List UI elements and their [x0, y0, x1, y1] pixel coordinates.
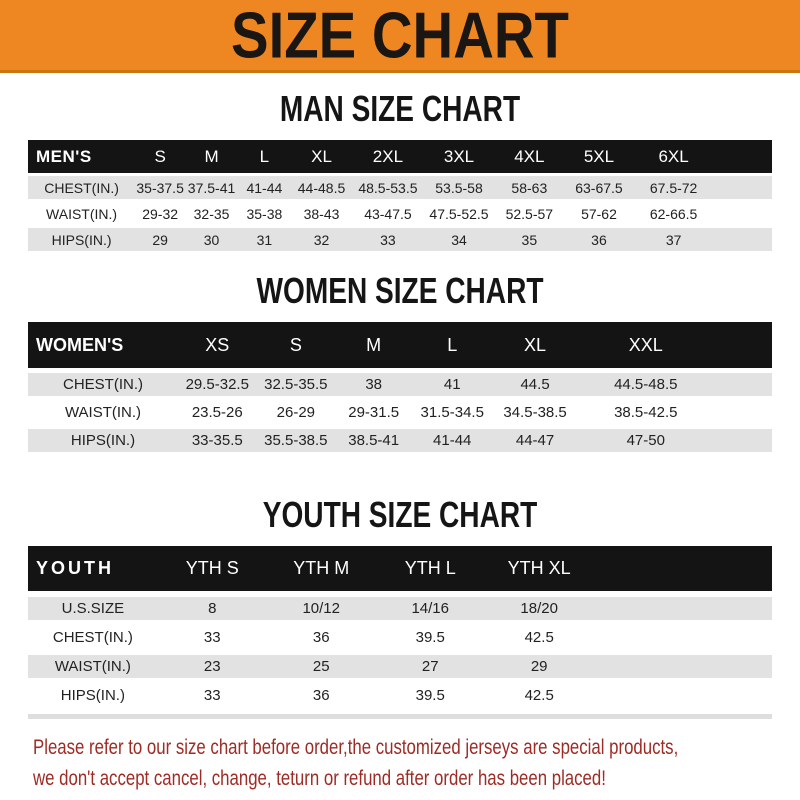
mens-col-header: L	[259, 146, 270, 166]
mens-col-header: S	[154, 146, 166, 166]
banner-title: SIZE CHART	[231, 0, 569, 72]
note-line-2: we don't accept cancel, change, teturn or refund after order has been placed!	[33, 767, 606, 790]
womens-col-header: L	[447, 334, 458, 355]
size-value: 18/20	[520, 600, 558, 617]
women-section-heading	[0, 270, 800, 311]
womens-waist-row	[28, 401, 772, 424]
mens-col-header: 2XL	[372, 146, 404, 166]
womens-hips-row	[28, 429, 772, 452]
size-value: 42.5	[524, 687, 554, 704]
man-size-chart-section	[0, 88, 800, 251]
size-value: 34	[451, 231, 467, 248]
mens-size-table	[28, 140, 772, 251]
womens-table-label: WOMEN'S	[36, 334, 124, 355]
size-value: 10/12	[302, 600, 340, 617]
size-value: 44-48.5	[297, 179, 346, 196]
size-value: 39.5	[415, 687, 445, 704]
row-label: HIPS(IN.)	[60, 687, 125, 704]
size-value: 26-29	[276, 404, 316, 421]
size-value: 44.5	[520, 376, 550, 393]
womens-col-header: XL	[524, 334, 547, 355]
size-chart-banner	[0, 0, 800, 73]
youth-col-header: YTH S	[185, 558, 239, 578]
mens-col-header: 5XL	[583, 146, 615, 166]
size-value: 33	[380, 231, 396, 248]
women-size-chart-section	[0, 270, 800, 452]
size-value: 38.5-41	[348, 432, 400, 449]
size-value: 27	[421, 658, 439, 675]
size-value: 29.5-32.5	[185, 376, 249, 393]
women-section-heading-text: WOMEN SIZE CHART	[256, 270, 544, 311]
mens-table-label: MEN'S	[36, 146, 92, 166]
youth-size-chart-section	[0, 494, 800, 719]
youth-chest-row	[28, 626, 772, 649]
youth-section-heading	[0, 494, 800, 535]
mens-chest-row	[28, 176, 772, 199]
size-value: 63-67.5	[575, 179, 623, 196]
row-label: WAIST(IN.)	[46, 205, 118, 222]
womens-chest-row	[28, 373, 772, 396]
mens-hips-row	[28, 228, 772, 251]
womens-col-header: XS	[205, 334, 230, 355]
size-value: 37	[665, 231, 682, 248]
size-value: 36	[312, 629, 330, 646]
womens-col-header: S	[289, 334, 302, 355]
mens-col-header: 4XL	[514, 146, 545, 166]
man-section-heading-text: MAN SIZE CHART	[279, 88, 521, 129]
size-value: 47.5-52.5	[429, 205, 489, 222]
youth-waist-row	[28, 655, 772, 678]
size-value: 62-66.5	[649, 205, 698, 222]
youth-col-header: YTH L	[404, 558, 456, 578]
youth-hips-row	[28, 684, 772, 707]
youth-col-header: YTH XL	[507, 558, 571, 578]
row-label: CHEST(IN.)	[52, 629, 133, 646]
youth-section-heading-text: YOUTH SIZE CHART	[262, 494, 538, 535]
youth-table-header-row	[28, 546, 772, 591]
size-value: 39.5	[415, 629, 445, 646]
mens-waist-row	[28, 202, 772, 225]
youth-table-label: YOUTH	[36, 558, 114, 578]
youth-ussize-row	[28, 597, 772, 620]
youth-col-header: YTH M	[293, 558, 350, 578]
size-value: 32-35	[193, 205, 230, 222]
size-value: 41	[443, 376, 461, 393]
size-value: 31.5-34.5	[420, 404, 484, 421]
size-value: 33-35.5	[191, 432, 243, 449]
size-value: 52.5-57	[505, 205, 554, 222]
size-value: 48.5-53.5	[358, 179, 418, 196]
size-value: 23	[203, 658, 221, 675]
size-value: 35	[521, 231, 538, 248]
row-label: CHEST(IN.)	[62, 376, 143, 393]
note-line-1: Please refer to our size chart before order,the customized jerseys are special products,	[33, 736, 679, 759]
size-value: 33	[203, 687, 221, 704]
womens-table-header-row	[28, 322, 772, 368]
size-value: 29	[530, 658, 548, 675]
womens-size-table	[28, 322, 772, 452]
size-value: 41-44	[246, 179, 283, 196]
size-value: 44-47	[515, 432, 555, 449]
size-value: 58-63	[511, 179, 548, 196]
size-value: 32.5-35.5	[264, 376, 328, 393]
size-value: 29-32	[142, 205, 179, 222]
size-value: 35-37.5	[136, 179, 184, 196]
row-label: CHEST(IN.)	[44, 179, 119, 196]
mens-col-header: 6XL	[658, 146, 689, 166]
size-value: 57-62	[581, 205, 617, 222]
size-value: 38	[365, 376, 383, 393]
row-label: HIPS(IN.)	[70, 432, 136, 449]
man-section-heading	[0, 88, 800, 129]
size-value: 36	[312, 687, 330, 704]
size-value: 14/16	[411, 600, 449, 617]
size-value: 35.5-38.5	[264, 432, 328, 449]
size-value: 23.5-26	[191, 404, 243, 421]
table-bottom-strip	[28, 714, 772, 719]
mens-col-header: M	[204, 146, 219, 166]
size-value: 38-43	[303, 205, 340, 222]
size-value: 42.5	[524, 629, 554, 646]
row-label: WAIST(IN.)	[64, 404, 142, 421]
size-value: 31	[256, 231, 273, 248]
youth-size-table	[28, 546, 772, 719]
size-value: 29-31.5	[348, 404, 400, 421]
womens-col-header: XXL	[628, 334, 663, 355]
size-value: 33	[203, 629, 221, 646]
size-value: 35-38	[246, 205, 283, 222]
size-value: 67.5-72	[649, 179, 698, 196]
mens-table-header-row	[28, 140, 772, 173]
row-label: U.S.SIZE	[61, 600, 125, 617]
size-value: 36	[591, 231, 607, 248]
size-value: 8	[208, 600, 217, 617]
row-label: HIPS(IN.)	[51, 231, 112, 248]
size-value: 32	[313, 231, 330, 248]
size-value: 30	[203, 231, 220, 248]
mens-col-header: XL	[311, 146, 332, 166]
size-value: 47-50	[626, 432, 665, 449]
womens-col-header: M	[366, 334, 382, 355]
size-value: 38.5-42.5	[614, 404, 678, 421]
size-value: 43-47.5	[364, 205, 412, 222]
size-value: 53.5-58	[435, 179, 483, 196]
size-value: 25	[312, 658, 330, 675]
size-value: 29	[152, 231, 168, 248]
size-value: 44.5-48.5	[614, 376, 678, 393]
mens-col-header: 3XL	[443, 146, 475, 166]
row-label: WAIST(IN.)	[54, 658, 131, 675]
size-value: 34.5-38.5	[503, 404, 567, 421]
order-note	[0, 732, 800, 794]
size-value: 41-44	[433, 432, 472, 449]
size-value: 37.5-41	[187, 179, 236, 196]
